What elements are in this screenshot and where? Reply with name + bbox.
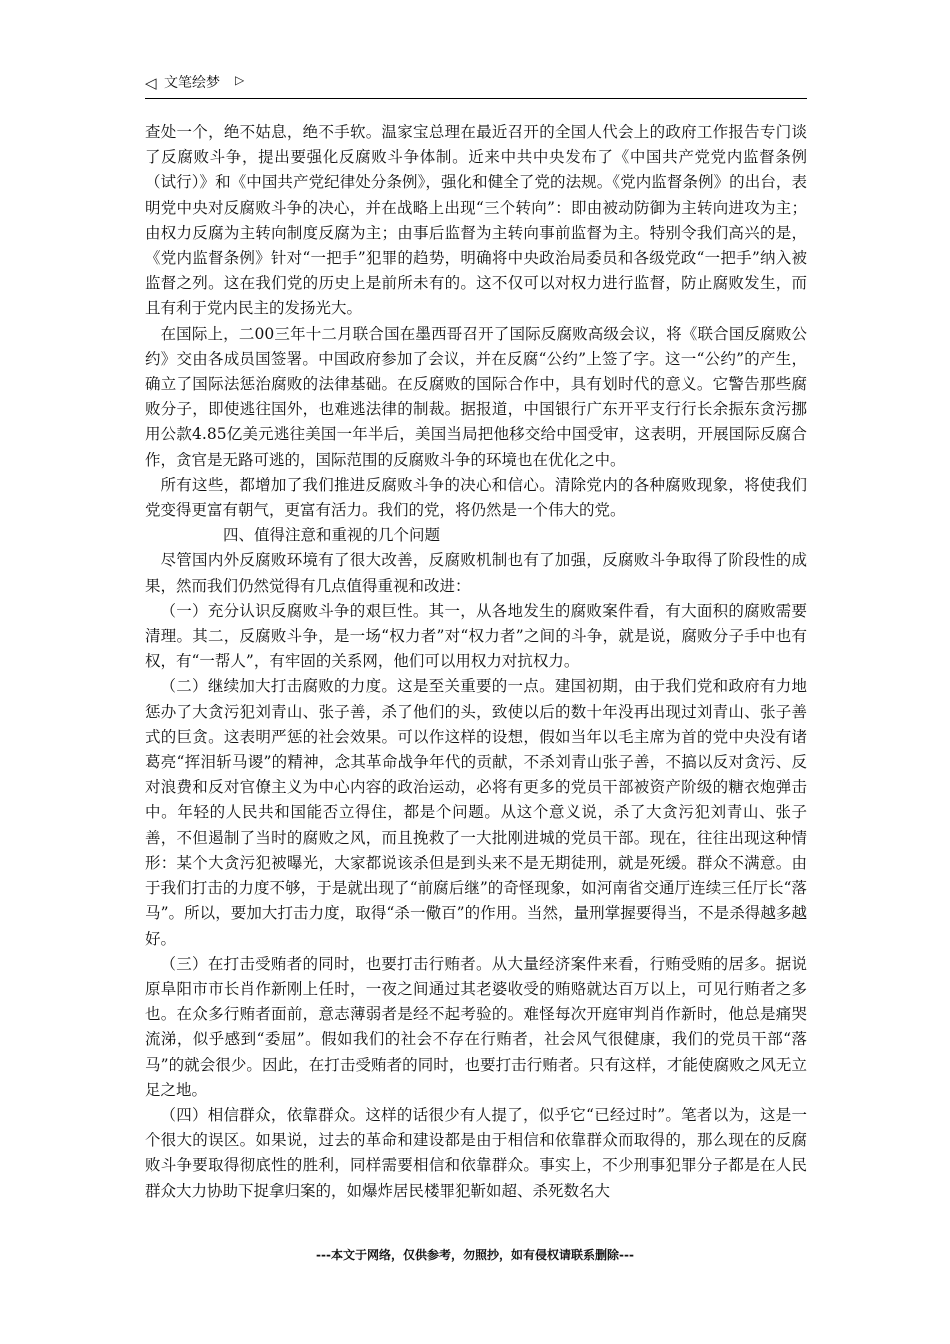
page-header — [145, 70, 807, 99]
header-title: 文笔绘梦 — [164, 75, 220, 91]
paragraph: 所有这些，都增加了我们推进反腐败斗争的决心和信心。清除党内的各种腐败现象，将使我们党变得更富有朝气，更富有活力。我们的党，将仍然是一个伟大的党。 — [145, 475, 807, 520]
paragraph: （一）充分认识反腐败斗争的艰巨性。其一，从各地发生的腐败案件看，有大面积的腐败需要清理。其二，反腐败斗争，是一场“权力者”对“权力者”之间的斗争，就是说，腐败分子手中也有权，有“一帮人”，有牢固的关系网，他们可以用权力对抗权力。 — [145, 601, 807, 671]
paragraph: （三）在打击受贿者的同时，也要打击行贿者。从大量经济案件来看，行贿受贿的居多。据说原阜阳市市长肖作新刚上任时，一夜之间通过其老婆收受的贿赂就达百万以上，可见行贿者之多也。在众多行贿者面前，意志薄弱者是经不起考验的。难怪每次开庭审判肖作新时，他总是痛哭流涕，似乎感到“委屈”。假如我们的社会不存在行贿者，社会风气很健康，我们的党员干部“落马”的就会很少。因此，在打击受贿者的同时，也要打击行贿者。只有这样，才能使腐败之风无立足之地。 — [145, 954, 807, 1099]
section-heading: 四、值得注意和重视的几个问题 — [223, 526, 441, 545]
footer-disclaimer: ---本文于网络，仅供参考，勿照抄，如有侵权请联系删除--- — [316, 1248, 634, 1262]
paragraph: 尽管国内外反腐败环境有了很大改善，反腐败机制也有了加强，反腐败斗争取得了阶段性的成果，然而我们仍然觉得有几点值得重视和改进： — [145, 551, 807, 595]
paragraph: 查处一个，绝不姑息，绝不手软。温家宝总理在最近召开的全国人代会上的政府工作报告专门谈了反腐败斗争，提出要强化反腐败斗争体制。近来中共中央发布了《中国共产党党内监督条例（试行）》和《中国共产党纪律处分条例》，强化和健全了党的法规。《党内监督条例》的出台，表明党中央对反腐败斗争的决心，并在战略上出现“三个转向”：即由被动防御为主转向进攻为主；由权力反腐为主转向制度反腐为主；由事后监督为主转向事前监督为主。特别令我们高兴的是，《党内监督条例》针对“一把手”犯罪的趋势，明确将中央政治局委员和各级党政“一把手”纳入被监督之列。这在我们党的历史上是前所未有的。这不仅可以对权力进行监督，防止腐败发生，而且有利于党内民主的发扬光大。 — [145, 123, 807, 318]
paragraph: 在国际上，二00三年十二月联合国在墨西哥召开了国际反腐败高级会议，将《联合国反腐败公约》交由各成员国签署。中国政府参加了会议，并在反腐“公约”上签了字。这一“公约”的产生，确立了国际法惩治腐败的法律基础。在反腐败的国际合作中，具有划时代的意义。它警告那些腐败分子，即使逃往国外，也难逃法律的制裁。据报道，中国银行广东开平支行行长余振东贪污挪用公款4.85亿美元逃往美国一年半后，美国当局把他移交给中国受审，这表明，开展国际反腐合作，贪官是无路可逃的，国际范围的反腐败斗争的环境也在优化之中。 — [145, 324, 807, 469]
triangle-left-icon: ◁ — [145, 74, 157, 92]
paragraph: （四）相信群众，依靠群众。这样的话很少有人提了，似乎它“已经过时”。笔者以为，这是一个很大的误区。如果说，过去的革命和建设都是由于相信和依靠群众而取得的，那么现在的反腐败斗争要取得彻底性的胜利，同样需要相信和依靠群众。事实上，不少刑事犯罪分子都是在人民群众大力协助下捉拿归案的，如爆炸居民楼罪犯靳如超、杀死数名大 — [145, 1105, 807, 1200]
document-body — [145, 120, 807, 1204]
paragraph: （二）继续加大打击腐败的力度。这是至关重要的一点。建国初期，由于我们党和政府有力地惩办了大贪污犯刘青山、张子善，杀了他们的头，致使以后的数十年没再出现过刘青山、张子善式的巨贪。这表明严惩的社会效果。可以作这样的设想，假如当年以毛主席为首的党中央没有诸葛亮“挥泪斩马谡”的精神，念其革命战争年代的贡献，不杀刘青山张子善，不搞以反对贪污、反对浪费和反对官僚主义为中心内容的政治运动，必将有更多的党员干部被资产阶级的糖衣炮弹击中。年轻的人民共和国能否立得住，都是个问题。从这个意义说，杀了大贪污犯刘青山、张子善，不但遏制了当时的腐败之风，而且挽救了一大批刚进城的党员干部。现在，往往出现这种情形：某个大贪污犯被曝光，大家都说该杀但是到头来不是无期徒刑，就是死缓。群众不满意。由于我们打击的力度不够，于是就出现了“前腐后继”的奇怪现象，如河南省交通厅连续三任厅长“落马”。所以，要加大打击力度，取得“杀一儆百”的作用。当然，量刑掌握要得当，不是杀得越多越好。 — [145, 677, 807, 948]
triangle-right-icon: ▷ — [235, 73, 245, 87]
